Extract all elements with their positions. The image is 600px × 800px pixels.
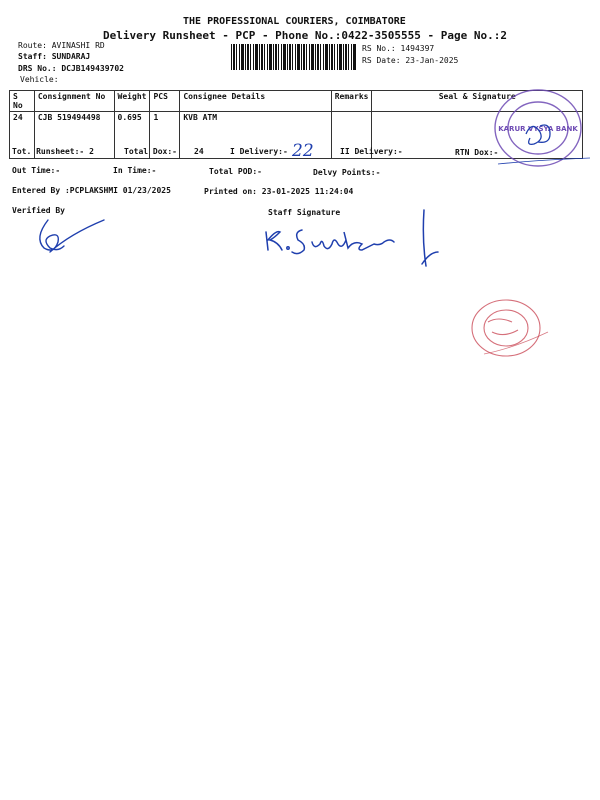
cell-consignment: CJB 519494498 bbox=[34, 112, 114, 159]
col-header-consignment: Consignment No bbox=[34, 91, 114, 112]
entered-by: Entered By :PCPLAKSHMI 01/23/2025 bbox=[12, 186, 171, 195]
cell-weight: 0.695 bbox=[114, 112, 150, 159]
route-label: Route: AVINASHI RD bbox=[18, 41, 105, 50]
tot-runsheet: Tot. Runsheet:- 2 bbox=[12, 147, 94, 156]
rtn-dox-label: RTN Dox:- bbox=[455, 148, 499, 157]
total-dox-label: Total Dox:- bbox=[124, 147, 177, 156]
vehicle-label: Vehicle: bbox=[20, 75, 59, 84]
staff-signature-label: Staff Signature bbox=[268, 208, 341, 217]
i-delivery-label: I Delivery:- bbox=[230, 147, 288, 156]
col-header-pcs: PCS bbox=[150, 91, 180, 112]
out-time-label: Out Time:- bbox=[12, 166, 61, 175]
printed-on: Printed on: 23-01-2025 11:24:04 bbox=[204, 187, 354, 196]
col-header-seal: Seal & Signature bbox=[372, 91, 583, 112]
cell-sno: 24 bbox=[10, 112, 35, 159]
runsheet-subtitle: Delivery Runsheet - PCP - Phone No.:0422-3505555 - Page No.:2 bbox=[103, 29, 507, 42]
col-header-consignee: Consignee Details bbox=[180, 91, 331, 112]
bank-stamp bbox=[488, 86, 588, 176]
cell-consignee: KVB ATM bbox=[180, 112, 331, 159]
barcode bbox=[231, 44, 357, 70]
total-dox-value: 24 bbox=[194, 147, 204, 156]
delvy-points-label: Delvy Points:- bbox=[313, 168, 381, 177]
company-title: THE PROFESSIONAL COURIERS, COIMBATORE bbox=[183, 16, 406, 27]
verified-by-signature bbox=[30, 212, 110, 262]
col-header-weight: Weight bbox=[114, 91, 150, 112]
red-seal-stamp bbox=[466, 296, 556, 366]
staff-label: Staff: SUNDARAJ bbox=[18, 52, 91, 61]
rs-number: RS No.: 1494397 bbox=[362, 44, 435, 53]
staff-signature bbox=[256, 202, 446, 272]
col-header-remarks: Remarks bbox=[331, 91, 372, 112]
bank-stamp-text: KARUR VYSYA BANK bbox=[498, 125, 578, 133]
i-delivery-handwritten: 22 bbox=[292, 141, 314, 161]
rs-date: RS Date: 23-Jan-2025 bbox=[362, 56, 459, 65]
total-pod-label: Total POD:- bbox=[209, 167, 262, 176]
cell-pcs: 1 bbox=[150, 112, 180, 159]
drs-number: DRS No.: DCJB149439702 bbox=[18, 64, 124, 73]
verified-by-label: Verified By bbox=[12, 206, 65, 215]
in-time-label: In Time:- bbox=[113, 166, 157, 175]
col-header-sno: S No bbox=[10, 91, 35, 112]
ii-delivery-label: II Delivery:- bbox=[340, 147, 403, 156]
